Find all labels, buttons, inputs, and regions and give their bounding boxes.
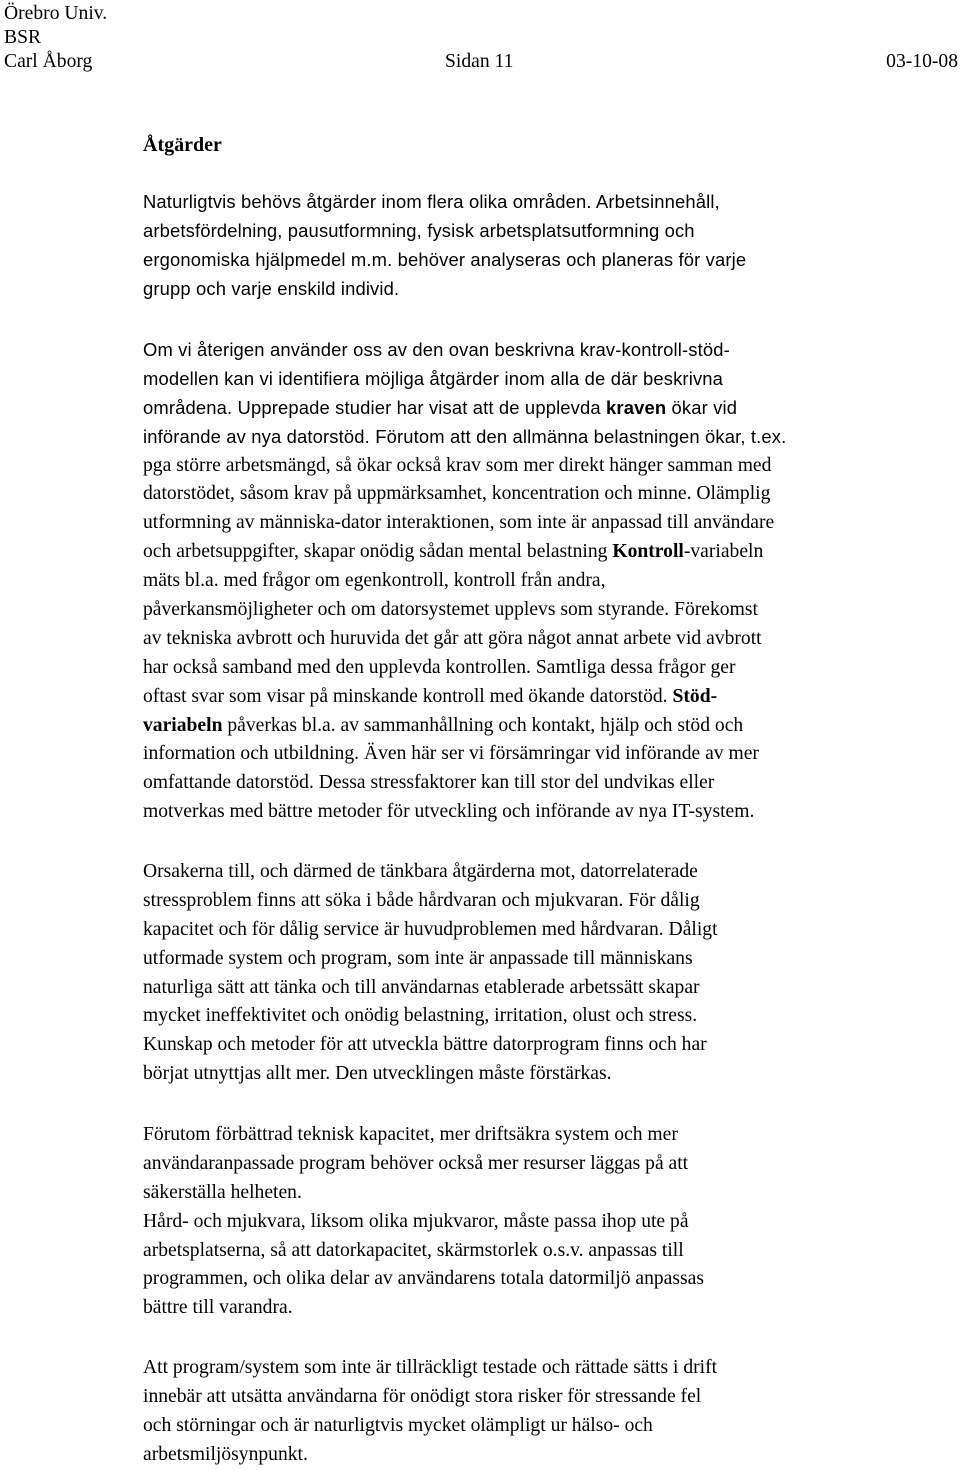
header-institution: Örebro Univ.	[4, 3, 108, 24]
text-run: och arbetsuppgifter, skapar onödig sådan mental belastning	[143, 541, 613, 563]
paragraph-line: information och utbildning. Även här ser vi försämringar vid införande av mer	[143, 743, 759, 765]
paragraph-line: Orsakerna till, och därmed de tänkbara åtgärderna mot, datorrelaterade	[143, 861, 698, 882]
paragraph-line: innebär att utsätta användarna för onödigt stora risker för stressande fel	[143, 1385, 702, 1407]
header-department: BSR	[4, 27, 42, 48]
paragraph-line: ergonomiska hjälpmedel m.m. behöver analyseras och planeras för varje	[143, 248, 747, 270]
paragraph-line: Hård- och mjukvara, liksom olika mjukvaror, måste passa ihop ute på	[143, 1210, 689, 1232]
paragraph-line: införande av nya datorstöd. Förutom att den allmänna belastningen ökar, t.ex.	[143, 425, 787, 447]
paragraph-line: utformade system och program, som inte är anpassade till människans	[143, 947, 693, 969]
header-page-number: Sidan 11	[445, 51, 514, 72]
page-header	[4, 2, 958, 74]
text-run: -variabeln	[683, 541, 764, 563]
paragraph-line: Att program/system som inte är tillräckligt testade och rättade sätts i drift	[143, 1357, 718, 1378]
paragraph-demand-control-support	[143, 336, 955, 827]
paragraph-line: arbetsfördelning, pausutformning, fysisk arbetsplatsutformning och	[143, 219, 695, 241]
text-run: oftast svar som visar på minskande kontroll med ökande datorstöd.	[143, 685, 673, 707]
header-department-row	[4, 26, 958, 50]
paragraph-line: Förutom förbättrad teknisk kapacitet, mer driftsäkra system och mer	[143, 1124, 678, 1145]
paragraph-line: naturliga sätt att tänka och till användarnas etablerade arbetssätt skapar	[143, 976, 700, 998]
paragraph-line: omfattande datorstöd. Dessa stressfaktorer kan till stor del undvikas eller	[143, 772, 715, 794]
paragraph-line	[143, 683, 955, 712]
paragraph-line: av tekniska avbrott och huruvida det går att göra något annat arbete vid avbrott	[143, 627, 762, 649]
section-heading: Åtgärder	[143, 134, 222, 156]
paragraph-line: datorstödet, såsom krav på uppmärksamhet, koncentration och minne. Olämplig	[143, 483, 771, 505]
paragraph-improvements	[143, 1121, 955, 1323]
paragraph-line: säkerställa helheten.	[143, 1181, 302, 1203]
text-run: områdena. Upprepade studier har visat att de upplevda	[143, 396, 607, 418]
header-date: 03-10-08	[886, 51, 958, 72]
emphasis-kontroll: Kontroll	[612, 541, 684, 563]
paragraph-line: påverkansmöjligheter och om datorsystemet upplevs som styrande. Förekomst	[143, 599, 758, 621]
paragraph-line: grupp och varje enskild individ.	[143, 277, 400, 299]
paragraph-line: arbetsplatserna, så att datorkapacitet, skärmstorlek o.s.v. anpassas till	[143, 1239, 684, 1261]
header-author: Carl Åborg	[4, 51, 93, 72]
paragraph-intro	[143, 188, 955, 304]
paragraph-line: pga större arbetsmängd, så ökar också krav som mer direkt hänger samman med	[143, 454, 772, 476]
emphasis-variabeln: variabeln	[143, 714, 223, 736]
header-meta-row	[4, 50, 958, 74]
text-run: ökar vid	[666, 396, 738, 418]
paragraph-line: kapacitet och för dålig service är huvudproblemen med hårdvaran. Dåligt	[143, 918, 718, 940]
paragraph-line	[143, 394, 955, 423]
paragraph-line: utformning av människa-dator interaktionen, som inte är anpassad till användare	[143, 512, 775, 534]
emphasis-kraven: kraven	[606, 396, 667, 418]
text-run: påverkas bl.a. av sammanhållning och kontakt, hjälp och stöd och	[222, 714, 744, 736]
emphasis-stod: Stöd-	[672, 685, 718, 707]
paragraph-testing-risks	[143, 1354, 955, 1470]
paragraph-line: motverkas med bättre metoder för utveckling och införande av nya IT-system.	[143, 801, 755, 823]
paragraph-causes	[143, 858, 955, 1089]
paragraph-line: Kunskap och metoder för att utveckla bättre datorprogram finns och har	[143, 1034, 707, 1056]
paragraph-line	[143, 538, 955, 567]
paragraph-line: mycket ineffektivitet och onödig belastning, irritation, olust och stress.	[143, 1005, 698, 1027]
paragraph-line: användaranpassade program behöver också mer resurser läggas på att	[143, 1152, 689, 1174]
paragraph-line: har också samband med den upplevda kontrollen. Samtliga dessa frågor ger	[143, 656, 736, 678]
paragraph-line: mäts bl.a. med frågor om egenkontroll, kontroll från andra,	[143, 570, 606, 592]
paragraph-line: arbetsmiljösynpunkt.	[143, 1443, 308, 1465]
paragraph-line: modellen kan vi identifiera möjliga åtgärder inom alla de där beskrivna	[143, 367, 724, 389]
paragraph-line: stressproblem finns att söka i både hårdvaran och mjukvaran. För dålig	[143, 889, 700, 911]
paragraph-line: bättre till varandra.	[143, 1297, 293, 1319]
paragraph-line	[143, 712, 955, 741]
paragraph-line: Naturligtvis behövs åtgärder inom flera olika områden. Arbetsinnehåll,	[143, 191, 720, 212]
paragraph-line: och störningar och är naturligtvis mycket olämpligt ur hälso- och	[143, 1414, 653, 1436]
paragraph-line: Om vi återigen använder oss av den ovan beskrivna krav-kontroll-stöd-	[143, 339, 730, 360]
paragraph-line: programmen, och olika delar av användarens totala datormiljö anpassas	[143, 1268, 704, 1290]
header-institution-row	[4, 2, 958, 26]
paragraph-line: börjat utnyttjas allt mer. Den utvecklingen måste förstärkas.	[143, 1063, 612, 1085]
